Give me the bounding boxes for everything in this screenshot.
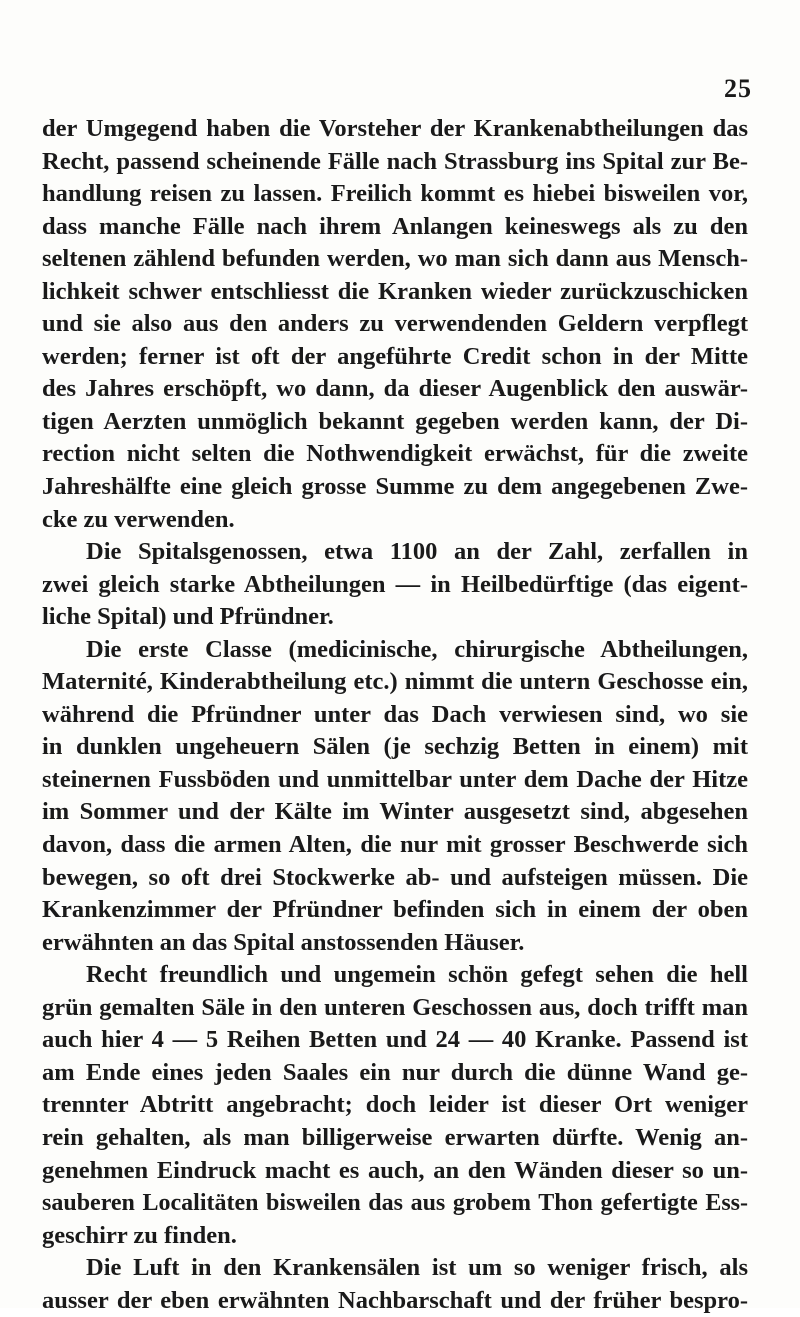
text-line: geschirr zu finden.: [42, 1221, 237, 1249]
page-number: 25: [724, 74, 752, 103]
text-line: steinernen Fussböden und unmittelbar unter dem Dache der Hitze: [42, 765, 748, 793]
text-line: rein gehalten, als man billigerweise erwarten dürfte. Wenig an-: [42, 1123, 748, 1151]
text-line: Krankenzimmer der Pfründner befinden sich in einem der oben: [42, 896, 748, 924]
text-line: trennter Abtritt angebracht; doch leider ist dieser Ort weniger: [42, 1091, 748, 1119]
text-line: Recht freundlich und ungemein schön gefegt sehen die hell: [86, 961, 748, 989]
text-line: davon, dass die armen Alten, die nur mit grosser Beschwerde sich: [42, 831, 748, 859]
text-line: genehmen Eindruck macht es auch, an den Wänden dieser so un-: [42, 1156, 748, 1184]
text-line: Die Luft in den Krankensälen ist um so weniger frisch, als: [86, 1254, 748, 1282]
text-line: bewegen, so oft drei Stockwerke ab- und aufsteigen müssen. Die: [42, 863, 748, 891]
text-line: Recht, passend scheinende Fälle nach Strassburg ins Spital zur Be-: [42, 147, 748, 175]
text-line: lichkeit schwer entschliesst die Kranken wieder zurückzuschicken: [42, 277, 748, 305]
text-line: in dunklen ungeheuern Sälen (je sechzig Betten in einem) mit: [42, 733, 748, 761]
text-line: rection nicht selten die Nothwendigkeit erwächst, für die zweite: [42, 440, 748, 468]
text-line: auch hier 4 — 5 Reihen Betten und 24 — 40 Kranke. Passend ist: [42, 1026, 748, 1054]
text-line: grün gemalten Säle in den unteren Geschossen aus, doch trifft man: [42, 993, 748, 1021]
text-line: erwähnten an das Spital anstossenden Häuser.: [42, 928, 525, 956]
text-line: der Umgegend haben die Vorsteher der Krankenabtheilungen das: [42, 115, 748, 142]
text-line: tigen Aerzten unmöglich bekannt gegeben werden kann, der Di-: [42, 407, 748, 435]
text-line: dass manche Fälle nach ihrem Anlangen keineswegs als zu den: [42, 212, 748, 240]
text-line: und sie also aus den anders zu verwendenden Geldern verpflegt: [42, 310, 748, 338]
text-line: cke zu verwenden.: [42, 505, 235, 533]
text-line: handlung reisen zu lassen. Freilich kommt es hiebei bisweilen vor,: [42, 180, 748, 208]
text-line: Die Spitalsgenossen, etwa 1100 an der Zahl, zerfallen in: [86, 538, 748, 566]
text-line: Die erste Classe (medicinische, chirurgische Abtheilungen,: [86, 635, 748, 663]
text-line: zwei gleich starke Abtheilungen — in Heilbedürftige (das eigent-: [42, 570, 748, 598]
text-line: des Jahres erschöpft, wo dann, da dieser Augenblick den auswär-: [42, 375, 748, 403]
text-line: werden; ferner ist oft der angeführte Credit schon in der Mitte: [42, 342, 748, 370]
text-line: sauberen Localitäten bisweilen das aus grobem Thon gefertigte Ess-: [42, 1190, 748, 1217]
text-line: im Sommer und der Kälte im Winter ausgesetzt sind, abgesehen: [42, 798, 748, 826]
text-line: während die Pfründner unter das Dach verwiesen sind, wo sie: [42, 700, 748, 728]
text-line: seltenen zählend befunden werden, wo man sich dann aus Mensch-: [42, 245, 748, 273]
text-line: ausser der eben erwähnten Nachbarschaft und der früher bespro-: [42, 1286, 748, 1314]
text-line: liche Spital) und Pfründner.: [42, 603, 334, 631]
text-line: Maternité, Kinderabtheilung etc.) nimmt die untern Geschosse ein,: [42, 668, 748, 696]
page-text-body: [42, 113, 748, 1317]
text-line: am Ende eines jeden Saales ein nur durch die dünne Wand ge-: [42, 1058, 748, 1086]
text-line: Jahreshälfte eine gleich grosse Summe zu dem angegebenen Zwe-: [42, 473, 748, 501]
